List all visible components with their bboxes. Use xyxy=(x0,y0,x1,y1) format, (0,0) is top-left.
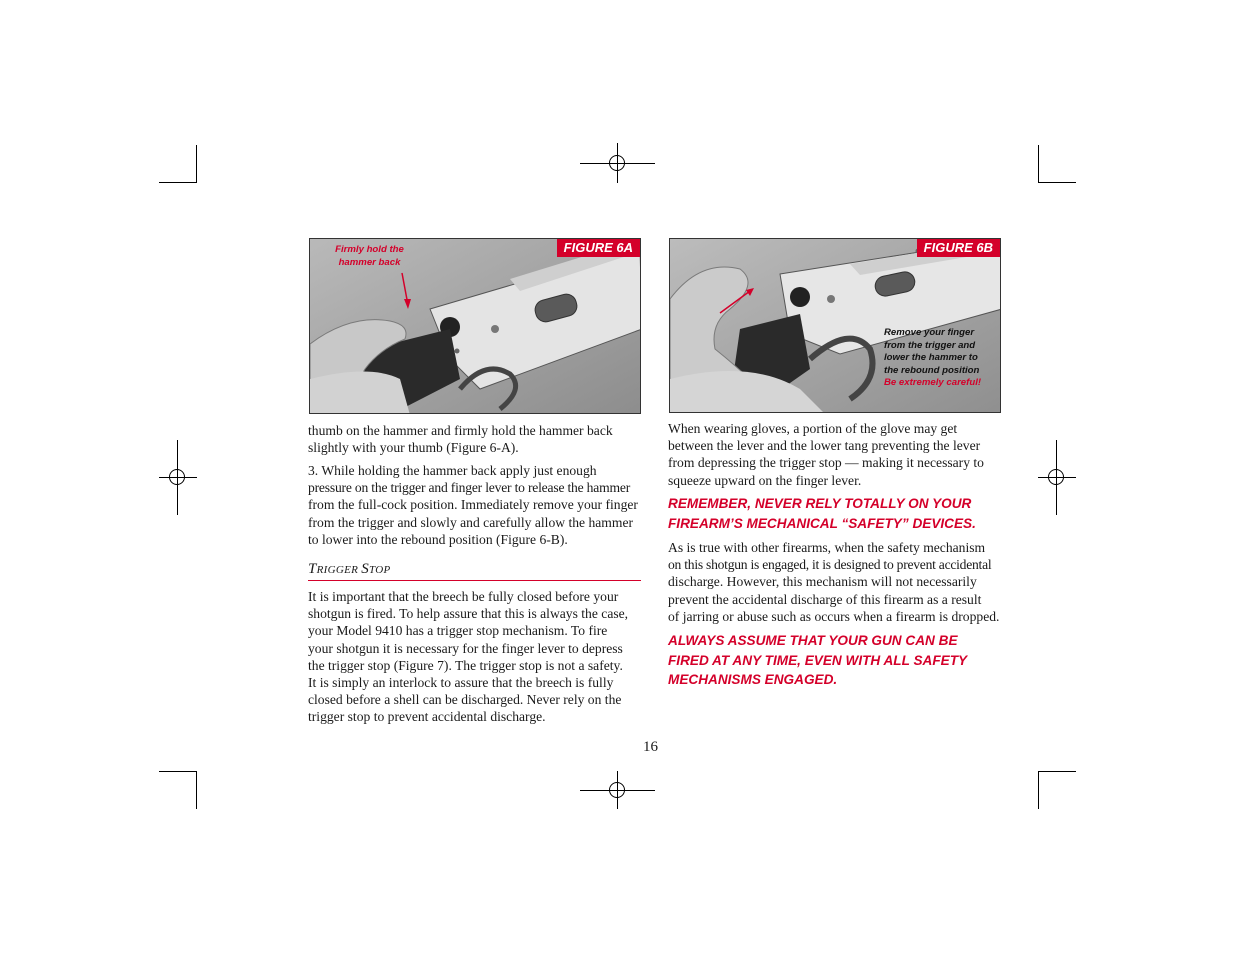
text-line: discharge. However, this mechanism will not necessarily xyxy=(668,574,977,590)
text-line: squeeze upward on the finger lever. xyxy=(668,472,862,488)
right-paragraph-1 xyxy=(668,420,1008,489)
text-line: thumb on the hammer and firmly hold the hammer back xyxy=(308,423,613,438)
text-line: your Model 9410 has a trigger stop mechanism. To fire xyxy=(308,623,608,639)
text-line: trigger stop to prevent accidental discharge. xyxy=(308,709,546,725)
text-line: from the full-cock position. Immediately remove your finger xyxy=(308,497,638,513)
callout-line: lower the hammer to xyxy=(884,352,978,363)
text-line: from the trigger and slowly and carefully allow the hammer xyxy=(308,514,634,530)
text-line: shotgun is fired. To help assure that this is always the case, xyxy=(308,606,629,622)
page-number: 16 xyxy=(643,739,658,755)
heading-rule xyxy=(308,580,641,581)
text-line: from depressing the trigger stop — making it necessary to xyxy=(668,455,984,471)
warning-line: FIRED AT ANY TIME, EVEN WITH ALL SAFETY xyxy=(668,652,968,668)
text-line: 3. While holding the hammer back apply just enough xyxy=(308,463,597,478)
warning-never-rely xyxy=(668,494,1013,533)
text-line: to lower into the rebound position (Figure 6-B). xyxy=(308,531,568,547)
text-line: When wearing gloves, a portion of the glove may get xyxy=(668,421,958,436)
text-line: your shotgun it is necessary for the finger lever to depress xyxy=(308,640,623,656)
crop-mark-tl-h xyxy=(159,182,197,183)
heading-initial: T xyxy=(308,561,317,577)
text-line: slightly with your thumb (Figure 6-A). xyxy=(308,440,519,456)
text-line: between the lever and the lower tang preventing the lever xyxy=(668,438,981,454)
heading-smallcaps: RIGGER xyxy=(316,564,362,576)
callout-warning: Be extremely careful! xyxy=(884,377,982,388)
section-heading-trigger-stop xyxy=(308,561,391,578)
figure-6a-tag: FIGURE 6A xyxy=(557,239,640,257)
crop-mark-br-h xyxy=(1038,771,1076,772)
figure-6b-callout xyxy=(884,327,999,390)
text-line: It is important that the breech be fully closed before your xyxy=(308,589,619,604)
figure-6a-photo xyxy=(309,238,641,414)
crop-mark-tr-v xyxy=(1038,145,1039,183)
text-line: prevent the accidental discharge of this firearm as a result xyxy=(668,591,982,607)
text-line: the trigger stop (Figure 7). The trigger stop is not a safety. xyxy=(308,657,623,673)
heading-initial: S xyxy=(361,561,370,577)
right-paragraph-2 xyxy=(668,539,1013,625)
crop-mark-br-v xyxy=(1038,771,1039,809)
text-line: on this shotgun is engaged, it is designed to prevent accidental xyxy=(668,557,992,573)
callout-line: the rebound position xyxy=(884,364,980,376)
left-paragraph-1 xyxy=(308,422,643,456)
figure-6a-callout xyxy=(322,244,417,269)
text-line: of jarring or abuse such as occurs when a firearm is dropped. xyxy=(668,608,1000,624)
left-paragraph-2 xyxy=(308,462,643,548)
text-line: It is simply an interlock to assure that the breech is fully xyxy=(308,675,614,691)
crop-mark-tl-v xyxy=(196,145,197,183)
text-line: As is true with other firearms, when the safety mechanism xyxy=(668,540,986,555)
left-paragraph-3 xyxy=(308,588,643,726)
crop-mark-bl-v xyxy=(196,771,197,809)
figure-6b-tag: FIGURE 6B xyxy=(917,239,1000,257)
callout-line: Firmly hold the xyxy=(335,244,404,255)
warning-line: ALWAYS ASSUME THAT YOUR GUN CAN BE xyxy=(668,633,958,648)
crop-mark-tr-h xyxy=(1038,182,1076,183)
figure-6b-photo xyxy=(669,238,1001,413)
warning-always-assume xyxy=(668,631,1013,690)
heading-smallcaps: TOP xyxy=(369,564,391,576)
callout-line: Remove your finger xyxy=(884,327,975,338)
text-line: closed before a shell can be discharged. Never rely on the xyxy=(308,692,622,708)
text-line: pressure on the trigger and finger lever to release the hammer xyxy=(308,480,631,496)
warning-line: MECHANISMS ENGAGED. xyxy=(668,672,838,687)
warning-line: FIREARM’S MECHANICAL “SAFETY” DEVICES. xyxy=(668,515,976,531)
crop-mark-bl-h xyxy=(159,771,197,772)
callout-line: from the trigger and xyxy=(884,339,976,351)
callout-line: hammer back xyxy=(338,256,401,268)
warning-line: REMEMBER, NEVER RELY TOTALLY ON YOUR xyxy=(668,496,972,511)
